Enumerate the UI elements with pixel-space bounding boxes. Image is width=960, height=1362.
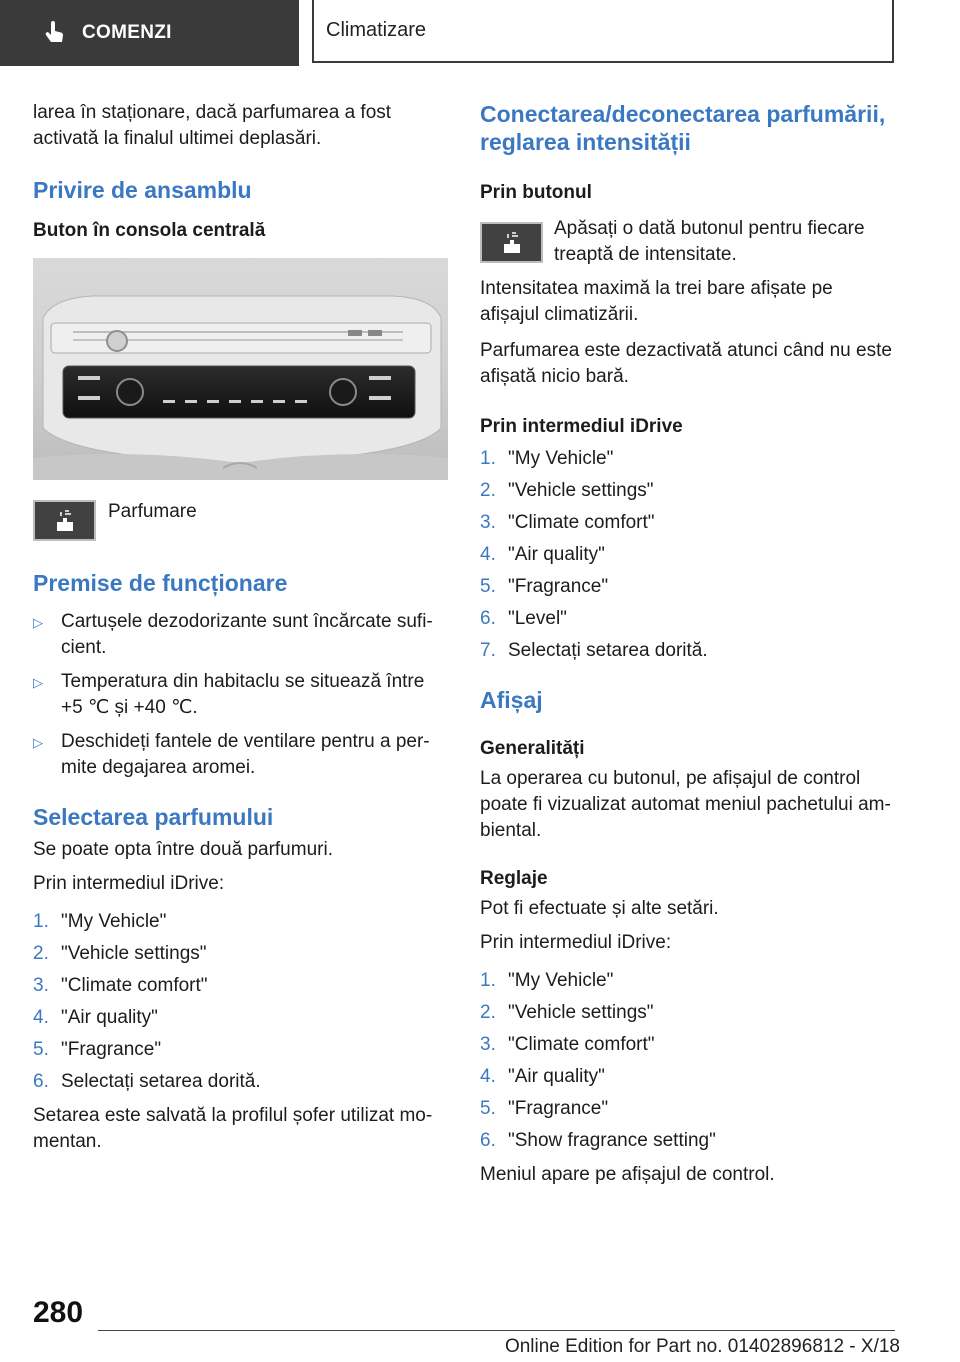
intro-paragraph: larea în staționare, dacă parfumarea a fost activată la finalul ultimei deplasări. [33,102,392,149]
list-item: ▷ Cartușele dezodorizante sunt încărcate sufi-cient. [33,609,448,661]
settings-note: Meniul apare pe afișajul de control. [480,1164,775,1185]
footer-divider [98,1330,895,1331]
chapter-tab[interactable] [312,0,894,63]
list-item: 5. "Fragrance" [480,1098,609,1119]
list-item: ▷ Temperatura din habitaclu se situează între +5 ℃ și +40 ℃. [33,669,448,721]
list-item: 3. "Climate comfort" [33,975,208,996]
settings-paragraph-1: Pot fi efectuate și alte setări. [480,898,719,919]
prereq-heading: Premise de funcționare [33,570,288,596]
button-subheading: Prin butonul [480,182,592,203]
idrive-subheading: Prin intermediul iDrive [480,416,683,437]
hand-pointer-icon [42,20,68,46]
list-item: 3. "Climate comfort" [480,512,655,533]
settings-paragraph-2: Prin intermediul iDrive: [480,932,672,953]
select-paragraph-1: Se poate opta între două parfumuri. [33,839,333,860]
list-item: 7. Selectați setarea dorită. [480,640,708,661]
page-header [0,0,960,66]
section-tab[interactable] [0,0,299,66]
edition-text: Online Edition for Part no. 01402896812 - X/18 [504,1336,900,1357]
intensity-paragraph-1: Intensitatea maximă la trei bare afișate pe afișajul climatizării. [480,278,833,325]
list-item: 1. "My Vehicle" [480,448,614,469]
list-item: 5. "Fragrance" [480,576,609,597]
prereq-list [33,609,448,781]
list-item: 6. "Level" [480,608,567,629]
settings-steps [480,968,895,1154]
console-subheading: Buton în consola centrală [33,220,266,241]
fragrance-label: Parfumare [108,501,197,522]
section-label: COMENZI [82,22,172,43]
idrive-steps [480,446,895,664]
select-steps [33,909,448,1095]
list-item: 4. "Air quality" [480,544,605,565]
list-item: ▷ Deschideți fantele de ventilare pentru a per-mite degajarea aromei. [33,729,448,781]
right-column [480,100,895,1198]
triangle-bullet-icon: ▷ [33,675,43,690]
fragrance-button-icon [33,500,96,541]
center-console-photo [33,258,448,480]
list-item: 5. "Fragrance" [33,1039,162,1060]
select-heading: Selectarea parfumului [33,804,274,830]
intensity-paragraph-2: Parfumarea este dezactivată atunci când nu este afișată nicio bară. [480,340,892,387]
select-note: Setarea este salvată la profilul șofer utilizat mo-mentan. [33,1105,433,1152]
settings-subheading: Reglaje [480,868,548,889]
overview-heading: Privire de ansamblu [33,177,252,203]
fragrance-legend-row [33,500,448,541]
fragrance-button-icon [480,222,543,263]
display-heading: Afișaj [480,687,543,713]
list-item: 6. "Show fragrance setting" [480,1130,716,1151]
left-column [33,100,448,1165]
select-paragraph-2: Prin intermediul iDrive: [33,873,225,894]
list-item: 2. "Vehicle settings" [33,943,207,964]
general-paragraph: La operarea cu butonul, pe afișajul de control poate fi vizualizat automat meniul pachetului am-biental. [480,768,891,841]
list-item: 4. "Air quality" [480,1066,605,1087]
general-subheading: Generalități [480,738,585,759]
chapter-label: Climatizare [326,19,427,41]
button-instruction: Apăsați o dată butonul pentru fiecare treaptă de intensitate. [554,218,865,265]
triangle-bullet-icon: ▷ [33,615,43,630]
list-item: 2. "Vehicle settings" [480,1002,654,1023]
list-item: 2. "Vehicle settings" [480,480,654,501]
page-number: 280 [33,1296,84,1329]
triangle-bullet-icon: ▷ [33,735,43,750]
list-item: 3. "Climate comfort" [480,1034,655,1055]
toggle-heading: Conectarea/deconectarea parfumării, reglarea intensității [480,101,886,155]
list-item: 6. Selectați setarea dorită. [33,1071,261,1092]
list-item: 4. "Air quality" [33,1007,158,1028]
list-item: 1. "My Vehicle" [33,911,167,932]
list-item: 1. "My Vehicle" [480,970,614,991]
button-instruction-row [480,216,895,268]
